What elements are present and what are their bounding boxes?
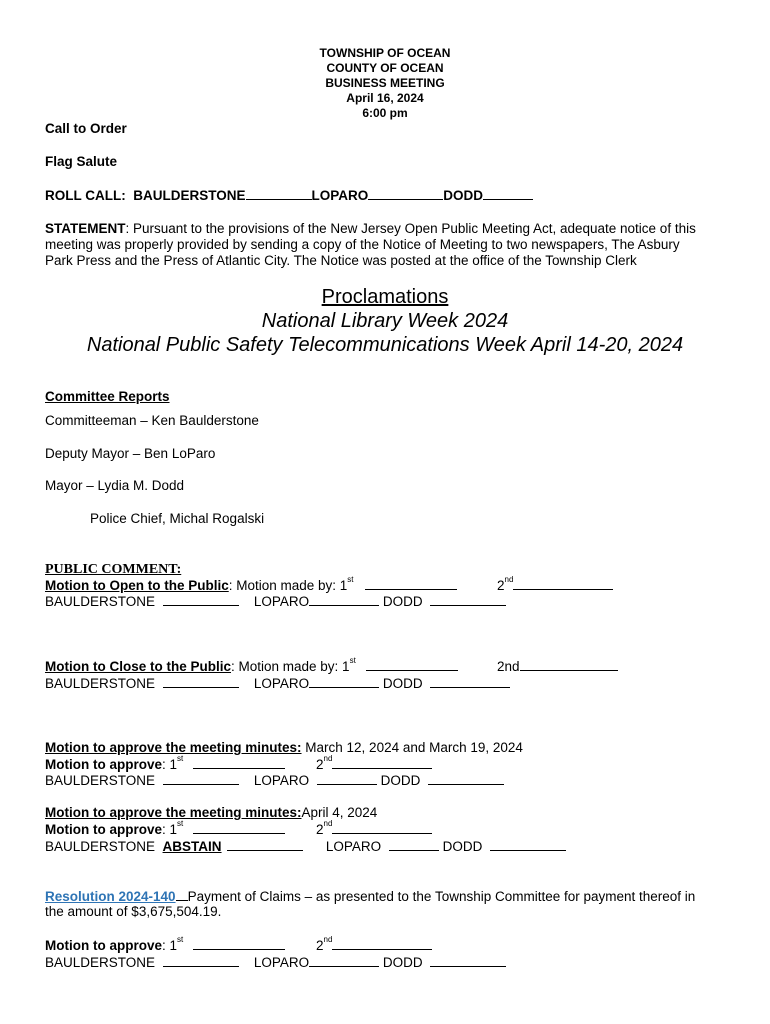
minutes-2-approve: Motion to approve: 1st: [45, 821, 285, 837]
header-time: 6:00 pm: [362, 106, 408, 120]
close-second: 2nd: [497, 658, 618, 674]
resolution-line-1: Resolution 2024-140 Payment of Claims – as presented to the Township Committee for payment thereof in: [45, 889, 696, 904]
roll-call-name-3: DODD: [443, 188, 484, 203]
call-to-order: Call to Order: [45, 121, 127, 136]
header-date: April 16, 2024: [346, 91, 424, 105]
statement-line-2: meeting was properly provided by sending a copy of the Notice of Meeting to two newspapers, The Asbury: [45, 237, 680, 252]
minutes-1-second: 2nd: [316, 756, 432, 772]
abstain-label: ABSTAIN: [162, 839, 222, 854]
minutes-2-second: 2nd: [316, 821, 432, 837]
minutes-motion-2: Motion to approve the meeting minutes:April 4, 2024: [45, 805, 378, 820]
open-first-blank: [365, 577, 457, 590]
open-second: 2nd: [497, 577, 613, 593]
roll-call-blank-3: [483, 187, 533, 200]
flag-salute: Flag Salute: [45, 154, 118, 169]
resolution-approve: Motion to approve: 1st: [45, 937, 285, 953]
resolution-link[interactable]: Resolution 2024-140: [45, 889, 176, 904]
roll-call-name-1: BAULDERSTONE: [133, 188, 246, 203]
header-township: TOWNSHIP OF OCEAN: [319, 46, 451, 60]
proclamation-library-week: National Library Week 2024: [261, 310, 509, 332]
minutes-1-approve: Motion to approve: 1st: [45, 756, 285, 772]
committee-reports-title: Committee Reports: [45, 389, 170, 404]
report-committeeman: Committeeman – Ken Baulderstone: [45, 413, 259, 428]
report-mayor: Mayor – Lydia M. Dodd: [45, 478, 185, 493]
statement-label: STATEMENT: [45, 221, 126, 236]
roll-call-name-2: LOPARO: [311, 188, 369, 203]
header-county: COUNTY OF OCEAN: [326, 61, 444, 75]
statement-line-1: STATEMENT: Pursuant to the provisions of the New Jersey Open Public Meeting Act, adequate notice of this: [45, 221, 696, 236]
report-deputy-mayor: Deputy Mayor – Ben LoParo: [45, 446, 216, 461]
open-vote-line: BAULDERSTONE LOPARO DODD: [45, 593, 506, 609]
roll-call-blank-2: [368, 187, 443, 200]
resolution-vote-line: BAULDERSTONE LOPARO DODD: [45, 954, 506, 970]
roll-call-blank-1: [246, 187, 312, 200]
resolution-second: 2nd: [316, 937, 432, 953]
minutes-1-vote-line: BAULDERSTONE LOPARO DODD: [45, 772, 504, 788]
header-meeting-type: BUSINESS MEETING: [325, 76, 445, 90]
minutes-motion-1: Motion to approve the meeting minutes: March 12, 2024 and March 19, 2024: [45, 740, 523, 755]
close-vote-line: BAULDERSTONE LOPARO DODD: [45, 675, 510, 691]
roll-call-line: [45, 187, 533, 203]
roll-call-label: ROLL CALL:: [45, 188, 126, 203]
proclamations-title: Proclamations: [321, 286, 449, 308]
close-first-blank: [366, 658, 458, 671]
statement-line-3: Park Press and the Press of Atlantic City. The Notice was posted at the office of the Township Clerk: [45, 253, 637, 268]
resolution-line-2: the amount of $3,675,504.19.: [45, 904, 222, 919]
public-comment-title: PUBLIC COMMENT:: [45, 562, 182, 577]
motion-open-public: Motion to Open to the Public: Motion made by: 1st: [45, 577, 457, 593]
report-police-chief: Police Chief, Michal Rogalski: [90, 511, 265, 526]
motion-close-public: Motion to Close to the Public: Motion made by: 1st: [45, 658, 458, 674]
minutes-2-vote-line: BAULDERSTONE ABSTAIN LOPARO DODD: [45, 838, 566, 854]
proclamation-telecom-week: National Public Safety Telecommunications Week April 14-20, 2024: [86, 334, 684, 356]
